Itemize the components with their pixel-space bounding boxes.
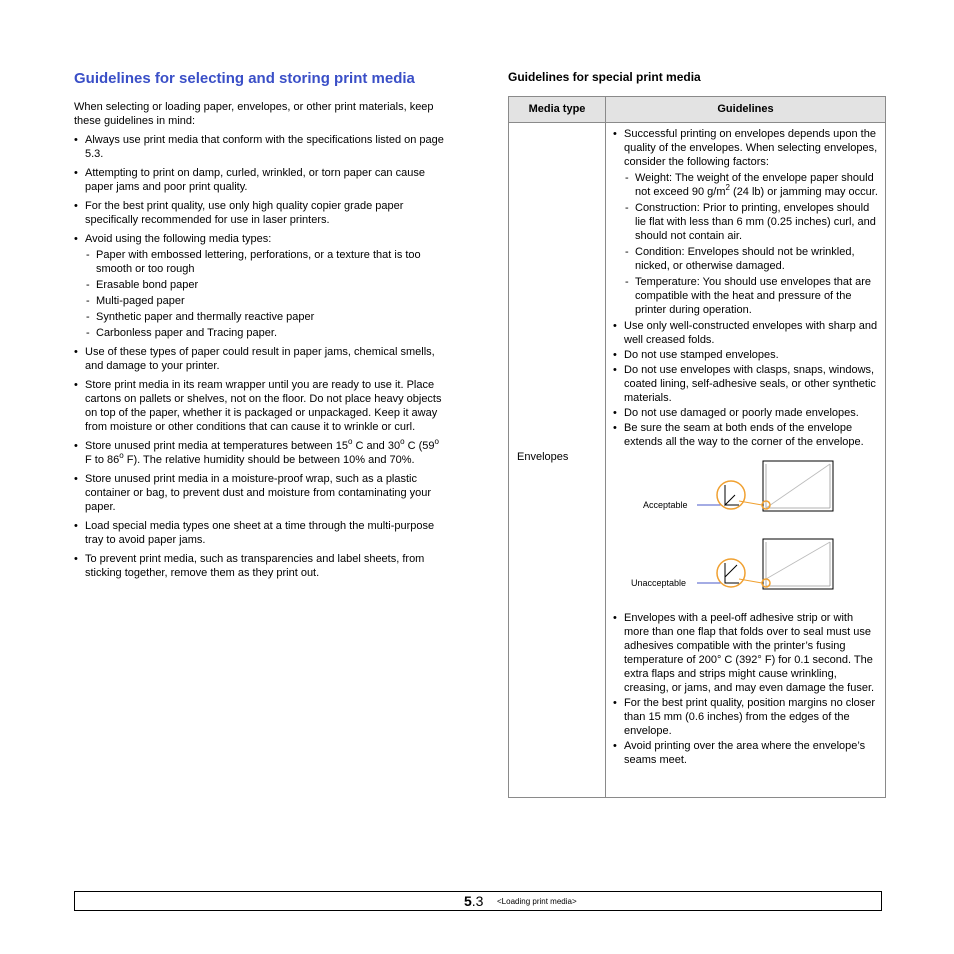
acceptable-envelope-figure [613, 459, 881, 529]
sub-list-item: - Synthetic paper and thermally reactive paper [85, 310, 446, 324]
sub-list-item: - Weight: The weight of the envelope paper should not exceed 90 $g/m^2$ (24 lb) or jamming may occur. [624, 171, 881, 199]
list-item: • Do not use envelopes with clasps, snaps, windows, coated lining, self-adhesive seals, or other synthetic materials. [613, 363, 881, 405]
list-item [74, 232, 446, 340]
header-media-type: Media type [528, 103, 586, 115]
section-title: Guidelines for selecting and storing print media [74, 70, 415, 87]
acceptable-label: Acceptable [643, 500, 688, 510]
unacceptable-label: Unacceptable [631, 578, 687, 588]
intro-text: When selecting or loading paper, envelopes, or other print materials, keep these guidelines in mind: [74, 101, 434, 127]
temperature-list-item: • Store unused print media at temperatures between 15$^o$ C and 30$^o$ C (59$^o$ F to 86$^o$ F). The relative humidity should be between 10% and 70%. [74, 439, 446, 467]
list-item: • Store print media in its ream wrapper until you are ready to use it. Place cartons on pallets or shelves, not on the floor. Do not place heavy objects on top of the paper, whether it is packaged or unpackaged. Keep it away from moisture or other conditions that can cause it to wrinkle or curl. [74, 378, 446, 434]
page-footer [74, 891, 882, 911]
column-divider [605, 97, 606, 797]
special-media-table [508, 96, 886, 798]
avoid-list [85, 248, 446, 340]
sub-list-item: - Temperature: You should use envelopes that are compatible with the heat and pressure of the printer during operation. [624, 275, 881, 317]
envelope-guideline-list-continued [613, 611, 881, 767]
unacceptable-envelope-icon [613, 537, 881, 607]
list-item: • Do not use damaged or poorly made envelopes. [613, 406, 881, 420]
sub-list-item: - Paper with embossed lettering, perforations, or a texture that is too smooth or too rough [85, 248, 446, 276]
sub-list-item: - Carbonless paper and Tracing paper. [85, 326, 446, 340]
media-type-cell: Envelopes [517, 451, 569, 463]
acceptable-envelope-icon [613, 459, 881, 529]
sub-list-item: - Erasable bond paper [85, 278, 446, 292]
factor-list [624, 171, 881, 317]
left-column [74, 70, 446, 585]
list-item: • Be sure the seam at both ends of the envelope extends all the way to the corner of the envelope. [613, 421, 881, 449]
footer-section-name: <Loading print media> [497, 897, 577, 906]
list-item: • For the best print quality, position margins no closer than 15 mm (0.6 inches) from the edges of the envelope. [613, 696, 881, 738]
guideline-list [74, 133, 446, 580]
sub-list-item: - Construction: Prior to printing, envelopes should lie flat with less than 6 mm (0.25 inches) curl, and should not contain air. [624, 201, 881, 243]
guidelines-cell [613, 127, 881, 768]
list-item: • Load special media types one sheet at a time through the multi-purpose tray to avoid paper jams. [74, 519, 446, 547]
list-item: • Use of these types of paper could result in paper jams, chemical smells, and damage to your printer. [74, 345, 446, 373]
chapter-number: 5 [464, 893, 472, 909]
sub-list-item: - Condition: Envelopes should not be wrinkled, nicked, or otherwise damaged. [624, 245, 881, 273]
unacceptable-envelope-figure [613, 537, 881, 607]
sub-list-item: - Multi-paged paper [85, 294, 446, 308]
page-suffix: .3 [471, 893, 484, 909]
page-number [464, 892, 483, 910]
list-item-text: Avoid using the following media types: [85, 233, 272, 245]
list-item: • Use only well-constructed envelopes with sharp and well creased folds. [613, 319, 881, 347]
list-item: • Envelopes with a peel-off adhesive strip or with more than one flap that folds over to seal must use adhesives compatible with the printer’s fusing temperature of 200° C (392° F) for 0.1 second. The extra flaps and strips might cause wrinkling, creasing, or jams, and may even damage the fuser. [613, 611, 881, 695]
list-item: • Avoid printing over the area where the envelope’s seams meet. [613, 739, 881, 767]
list-item: • Always use print media that conform with the specifications listed on page 5.3. [74, 133, 446, 161]
envelope-guideline-list [613, 127, 881, 449]
list-item [613, 127, 881, 317]
table-title: Guidelines for special print media [508, 70, 701, 84]
list-item: • Store unused print media in a moisture-proof wrap, such as a plastic container or bag, to prevent dust and moisture from contaminating your paper. [74, 472, 446, 514]
list-item: • To prevent print media, such as transparencies and label sheets, from sticking together, remove them as they print out. [74, 552, 446, 580]
list-item: • For the best print quality, use only high quality copier grade paper specifically recommended for use in laser printers. [74, 199, 446, 227]
header-guidelines: Guidelines [717, 103, 774, 115]
list-item: • Attempting to print on damp, curled, wrinkled, or torn paper can cause paper jams and poor print quality. [74, 166, 446, 194]
list-item: • Do not use stamped envelopes. [613, 348, 881, 362]
list-item-text: Successful printing on envelopes depends upon the quality of the envelopes. When selecting envelopes, consider the following factors: [624, 128, 878, 168]
